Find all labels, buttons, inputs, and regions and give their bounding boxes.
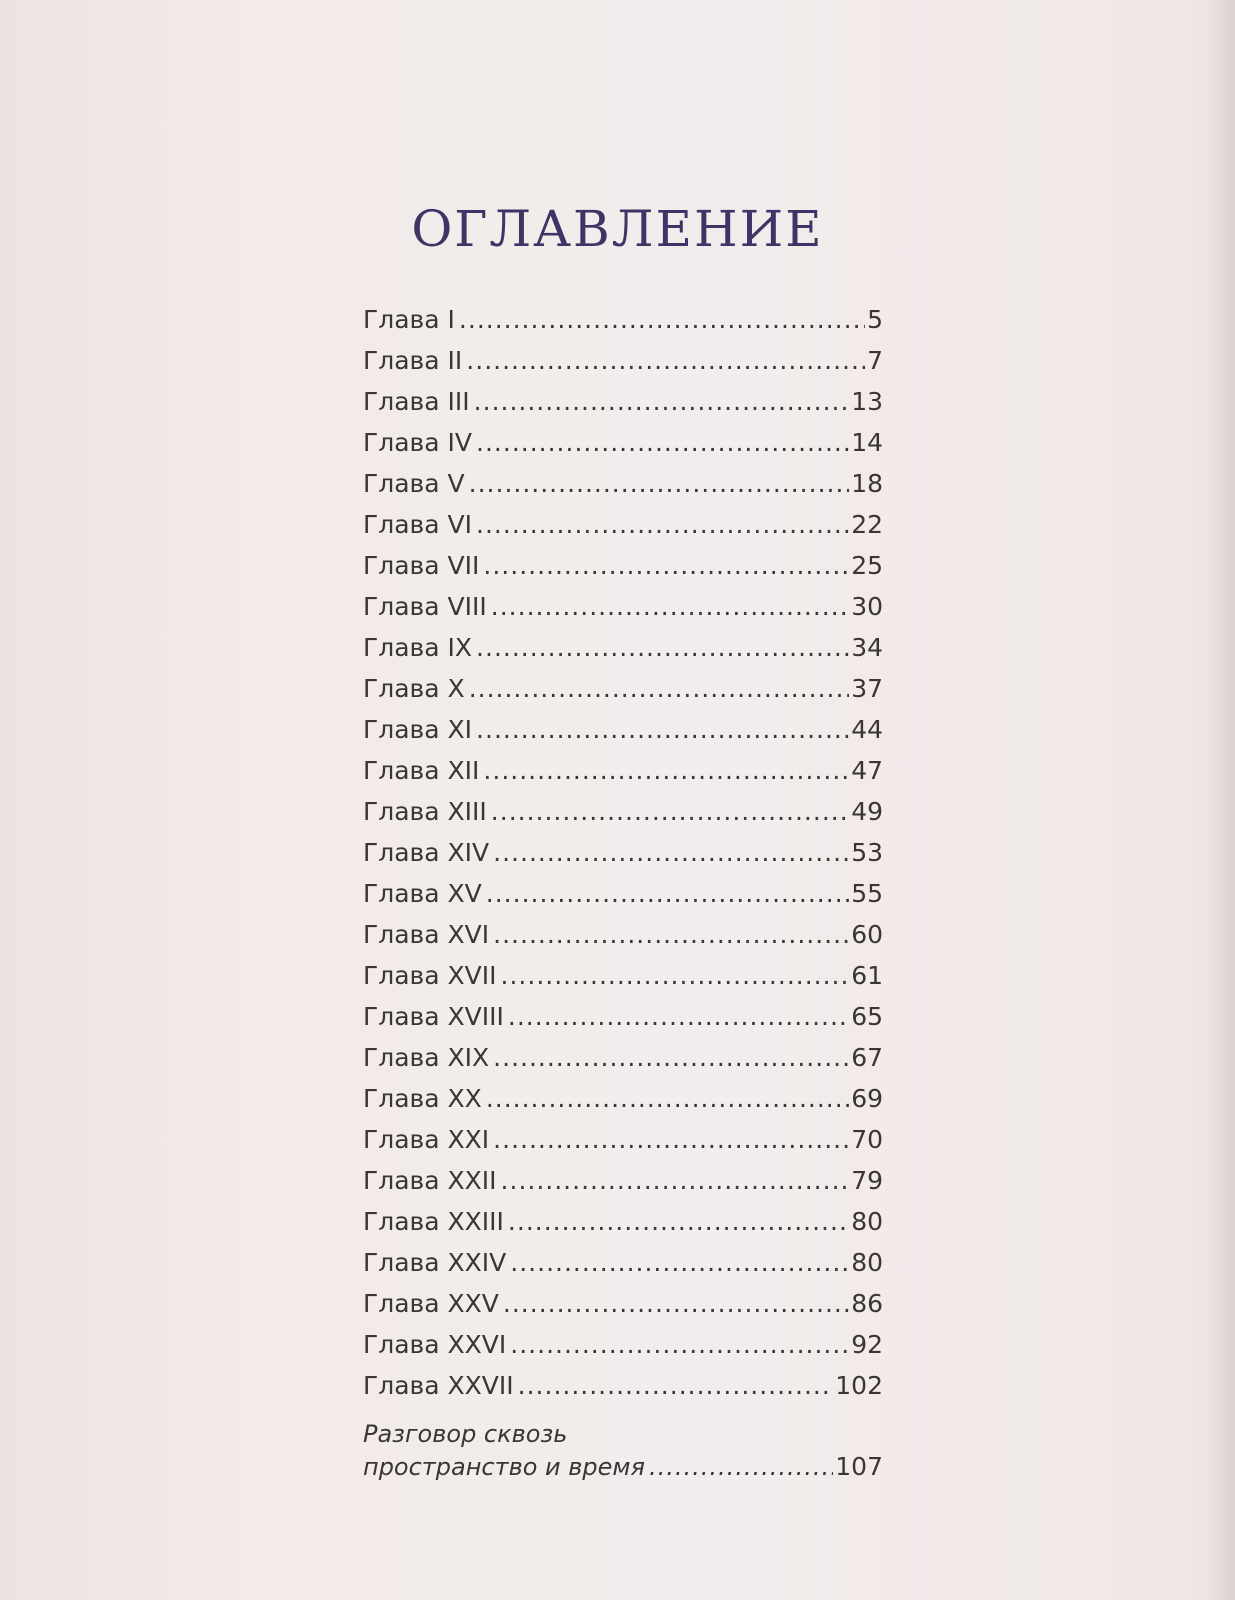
toc-entry-label: Глава II (363, 346, 463, 375)
toc-leader-dots (476, 715, 849, 744)
toc-leader-dots (491, 592, 849, 621)
toc-entry-page-number: 79 (851, 1166, 883, 1195)
toc-entry (363, 1371, 883, 1412)
toc-entries (363, 305, 883, 1412)
toc-entry (363, 346, 883, 387)
toc-entry (363, 797, 883, 838)
toc-entry-label: Глава XXIII (363, 1207, 504, 1236)
toc-entry (363, 1330, 883, 1371)
toc-entry (363, 387, 883, 428)
toc-entry-label: Глава XVIII (363, 1002, 504, 1031)
toc-leader-dots (501, 961, 850, 990)
toc-entry-page-number: 22 (851, 510, 883, 539)
toc-entry-page-number: 65 (851, 1002, 883, 1031)
toc-entry (363, 756, 883, 797)
toc-leader-dots (493, 838, 849, 867)
toc-entry-page-number: 14 (851, 428, 883, 457)
toc-leader-dots (466, 346, 865, 375)
toc-entry-label: Глава XXVII (363, 1371, 514, 1400)
toc-leader-dots (508, 1207, 849, 1236)
toc-entry-label: Глава XXV (363, 1289, 499, 1318)
toc-entry (363, 592, 883, 633)
toc-entry (363, 920, 883, 961)
toc-entry-label: Глава XVI (363, 920, 490, 949)
toc-entry-label: Глава VII (363, 551, 480, 580)
toc-entry (363, 879, 883, 920)
toc-entry-label: Глава VI (363, 510, 473, 539)
toc-leader-dots (486, 879, 849, 908)
toc-entry-page-number: 5 (867, 305, 883, 334)
toc-entry (363, 1002, 883, 1043)
toc-entry-label: Глава XVII (363, 961, 497, 990)
toc-entry-final (363, 1416, 883, 1488)
toc-leader-dots (518, 1371, 834, 1400)
toc-entry (363, 305, 883, 346)
toc-entry-label: Глава VIII (363, 592, 487, 621)
toc-leader-dots (474, 387, 850, 416)
toc-entry-page-number: 69 (851, 1084, 883, 1113)
toc-entry-page-number: 47 (851, 756, 883, 785)
toc-entry-label: Глава X (363, 674, 465, 703)
toc-final-page-number: 107 (835, 1452, 883, 1481)
page-title: ОГЛАВЛЕНИЕ (411, 200, 824, 258)
toc-entry-label: Глава V (363, 469, 465, 498)
toc-entry-page-number: 7 (867, 346, 883, 375)
toc-entry-page-number: 92 (851, 1330, 883, 1359)
toc-entry-page-number: 30 (851, 592, 883, 621)
toc-entry-page-number: 61 (851, 961, 883, 990)
toc-entry (363, 428, 883, 469)
table-of-contents (363, 305, 883, 1488)
toc-final-line2 (363, 1452, 883, 1488)
toc-entry (363, 715, 883, 756)
toc-entry-page-number: 34 (851, 633, 883, 662)
toc-entry-label: Глава I (363, 305, 455, 334)
toc-entry-label: Глава XX (363, 1084, 482, 1113)
toc-entry (363, 1125, 883, 1166)
toc-leader-dots (476, 428, 849, 457)
toc-entry-label: Глава XIV (363, 838, 490, 867)
toc-leader-dots (486, 1084, 849, 1113)
toc-leader-dots (483, 551, 849, 580)
toc-entry-page-number: 86 (851, 1289, 883, 1318)
toc-entry-label: Глава XXI (363, 1125, 490, 1154)
toc-entry (363, 469, 883, 510)
toc-entry-page-number: 53 (851, 838, 883, 867)
toc-entry-label: Глава IV (363, 428, 473, 457)
toc-leader-dots (503, 1289, 849, 1318)
toc-entry-page-number: 37 (851, 674, 883, 703)
toc-leader-dots (493, 1043, 849, 1072)
toc-leader-dots (469, 674, 850, 703)
toc-leader-dots (476, 633, 849, 662)
toc-leader-dots (493, 920, 849, 949)
toc-entry-label: Глава XI (363, 715, 473, 744)
toc-entry-label: Глава XXIV (363, 1248, 507, 1277)
toc-entry-label: Глава III (363, 387, 470, 416)
toc-leader-dots (483, 756, 849, 785)
toc-leader-dots (649, 1453, 833, 1481)
toc-entry (363, 551, 883, 592)
toc-leader-dots (459, 305, 865, 334)
toc-entry-page-number: 70 (851, 1125, 883, 1154)
toc-entry-label: Глава XIX (363, 1043, 490, 1072)
toc-entry (363, 674, 883, 715)
toc-entry (363, 838, 883, 879)
toc-leader-dots (510, 1248, 849, 1277)
toc-entry-page-number: 18 (851, 469, 883, 498)
toc-entry-page-number: 13 (851, 387, 883, 416)
toc-entry-label: Глава XXII (363, 1166, 497, 1195)
toc-entry-page-number: 67 (851, 1043, 883, 1072)
toc-entry-label: Глава XII (363, 756, 480, 785)
toc-entry-page-number: 55 (851, 879, 883, 908)
toc-entry-page-number: 80 (851, 1207, 883, 1236)
toc-final-label-line2: пространство и время (363, 1453, 645, 1481)
toc-leader-dots (476, 510, 849, 539)
toc-entry (363, 1248, 883, 1289)
toc-entry (363, 1166, 883, 1207)
toc-entry-page-number: 102 (835, 1371, 883, 1400)
toc-entry-page-number: 60 (851, 920, 883, 949)
toc-entry (363, 1084, 883, 1125)
toc-entry-label: Глава XIII (363, 797, 487, 826)
toc-leader-dots (491, 797, 849, 826)
toc-entry-page-number: 44 (851, 715, 883, 744)
toc-leader-dots (469, 469, 850, 498)
toc-leader-dots (508, 1002, 849, 1031)
toc-leader-dots (501, 1166, 850, 1195)
toc-entry (363, 961, 883, 1002)
toc-entry (363, 510, 883, 551)
toc-entry-page-number: 49 (851, 797, 883, 826)
toc-entry-page-number: 80 (851, 1248, 883, 1277)
toc-entry (363, 1043, 883, 1084)
toc-entry (363, 1207, 883, 1248)
toc-leader-dots (510, 1330, 849, 1359)
toc-entry-label: Глава IX (363, 633, 473, 662)
toc-entry (363, 1289, 883, 1330)
toc-leader-dots (493, 1125, 849, 1154)
toc-entry-label: Глава XXVI (363, 1330, 507, 1359)
toc-entry (363, 633, 883, 674)
toc-entry-page-number: 25 (851, 551, 883, 580)
toc-entry-label: Глава XV (363, 879, 482, 908)
toc-final-label-line1: Разговор сквозь (363, 1420, 568, 1448)
